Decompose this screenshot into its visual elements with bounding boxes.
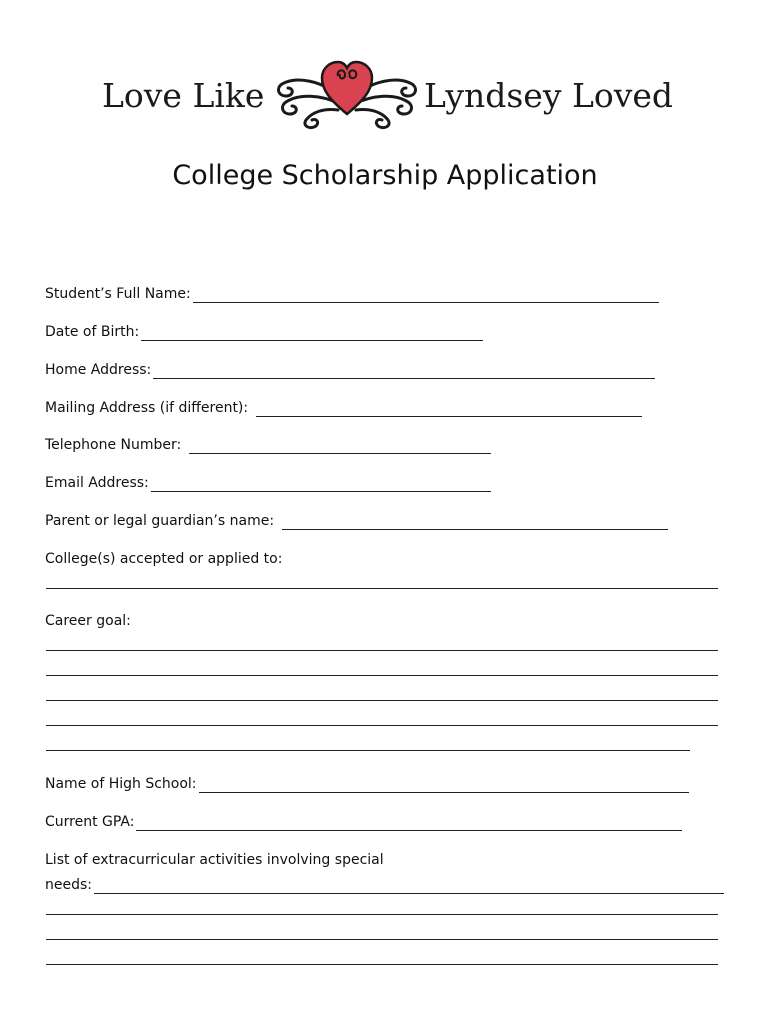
email-label: Email Address: [45, 475, 149, 491]
guardian-name-label: Parent or legal guardian’s name: [45, 513, 275, 529]
student-name-label: Student’s Full Name: [45, 286, 191, 302]
guardian-name-field[interactable] [282, 515, 668, 530]
career-goal-line-4[interactable] [46, 725, 718, 726]
colleges-row [45, 550, 282, 568]
colleges-label: College(s) accepted or applied to: [45, 551, 283, 567]
student-name-row [45, 285, 659, 303]
career-goal-line-1[interactable] [46, 650, 718, 651]
gpa-field[interactable] [136, 816, 682, 831]
telephone-row [45, 436, 491, 454]
extracurricular-row-2 [45, 876, 724, 894]
home-address-field[interactable] [153, 364, 655, 379]
colleges-line-1[interactable] [46, 588, 718, 589]
high-school-row [45, 775, 689, 793]
high-school-label: Name of High School: [45, 776, 197, 792]
home-address-row [45, 361, 655, 379]
career-goal-line-5[interactable] [46, 750, 690, 751]
mailing-address-row [45, 399, 642, 417]
email-row [45, 474, 491, 492]
career-goal-line-3[interactable] [46, 700, 718, 701]
extracurricular-line-2[interactable] [46, 914, 718, 915]
telephone-label: Telephone Number: [45, 437, 182, 453]
extracurricular-line-3[interactable] [46, 939, 718, 940]
career-goal-label: Career goal: [45, 613, 131, 629]
student-name-field[interactable] [193, 288, 659, 303]
logo-text-right: Lyndsey Loved [424, 76, 674, 115]
logo [0, 52, 770, 132]
heart-with-wings-icon [272, 54, 422, 132]
extracurricular-label-line-1: List of extracurricular activities involving special [45, 852, 384, 868]
career-goal-row [45, 612, 131, 630]
logo-text-left: Love Like [102, 76, 265, 115]
page-title: College Scholarship Application [172, 160, 598, 191]
mailing-address-field[interactable] [256, 402, 642, 417]
date-of-birth-row [45, 323, 483, 341]
mailing-address-label: Mailing Address (if different): [45, 400, 249, 416]
high-school-field[interactable] [199, 778, 689, 793]
email-field[interactable] [151, 477, 491, 492]
extracurricular-field[interactable] [94, 879, 724, 894]
telephone-field[interactable] [189, 439, 491, 454]
extracurricular-line-4[interactable] [46, 964, 718, 965]
guardian-name-row [45, 512, 668, 530]
date-of-birth-label: Date of Birth: [45, 324, 140, 340]
home-address-label: Home Address: [45, 362, 152, 378]
extracurricular-row [45, 851, 384, 869]
gpa-label: Current GPA: [45, 814, 135, 830]
gpa-row [45, 813, 682, 831]
extracurricular-label-line-2: needs: [45, 877, 92, 893]
career-goal-line-2[interactable] [46, 675, 718, 676]
date-of-birth-field[interactable] [141, 326, 483, 341]
